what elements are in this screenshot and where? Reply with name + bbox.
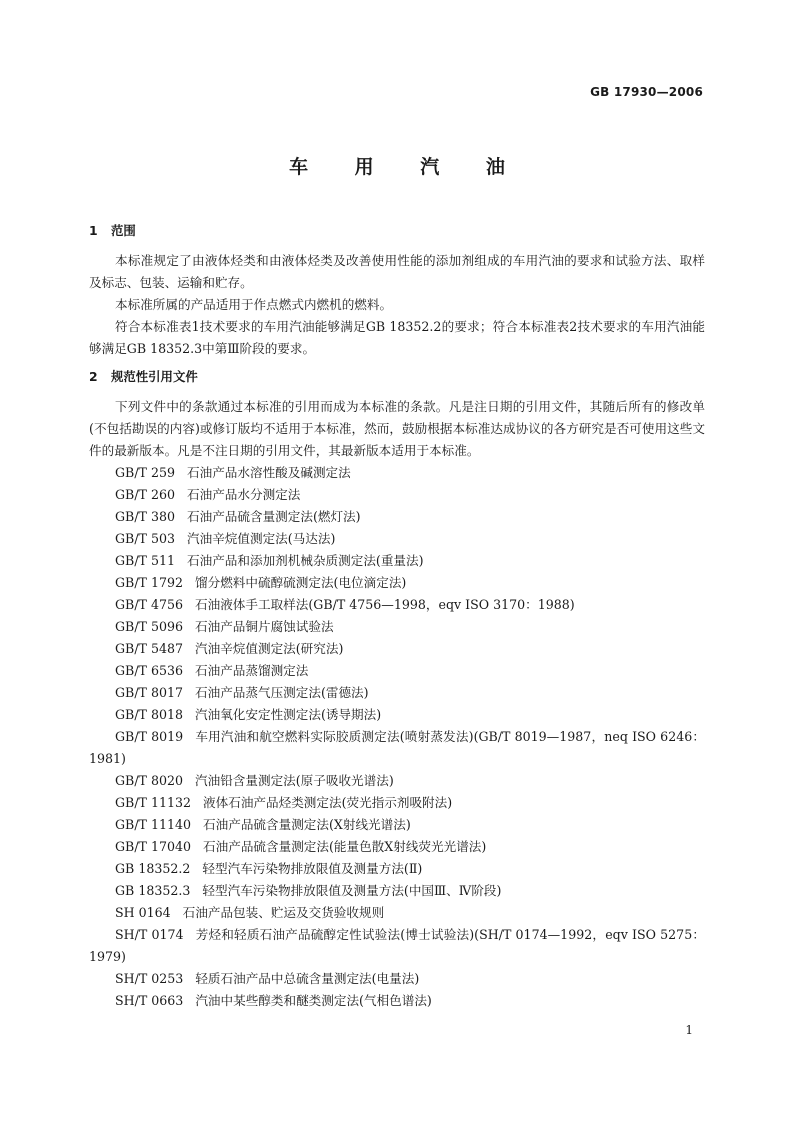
reference-title: 馏分燃料中硫醇硫测定法(电位滴定法) xyxy=(195,575,407,590)
reference-code: GB/T 259 xyxy=(115,465,175,480)
reference-item xyxy=(89,880,705,902)
reference-code: SH/T 0174 xyxy=(115,927,184,942)
reference-code: GB/T 8017 xyxy=(115,685,184,700)
reference-item xyxy=(89,484,705,506)
document-body xyxy=(89,222,705,1012)
reference-item xyxy=(89,638,705,660)
reference-item xyxy=(89,858,705,880)
reference-code: SH 0164 xyxy=(115,905,171,920)
reference-item xyxy=(89,990,705,1012)
section-number: 1 xyxy=(89,223,98,238)
reference-item xyxy=(89,616,705,638)
reference-title: 石油产品蒸气压测定法(雷德法) xyxy=(195,685,369,700)
reference-title: 轻型汽车污染物排放限值及测量方法(Ⅱ) xyxy=(202,861,423,876)
reference-item xyxy=(89,814,705,836)
reference-item xyxy=(89,792,705,814)
reference-item xyxy=(89,726,705,770)
reference-title: 石油产品和添加剂机械杂质测定法(重量法) xyxy=(187,553,424,568)
section-title: 范围 xyxy=(111,223,136,238)
reference-title: 车用汽油和航空燃料实际胶质测定法(喷射蒸发法)(GB/T 8019—1987，neq ISO 6246：1981) xyxy=(89,729,705,766)
reference-item xyxy=(89,572,705,594)
reference-title: 石油产品硫含量测定法(能量色散X射线荧光光谱法) xyxy=(203,839,487,854)
reference-code: SH/T 0663 xyxy=(115,993,184,1008)
reference-item xyxy=(89,836,705,858)
reference-item xyxy=(89,770,705,792)
reference-title: 汽油氧化安定性测定法(诱导期法) xyxy=(195,707,382,722)
reference-code: GB 18352.2 xyxy=(115,861,191,876)
reference-code: GB/T 503 xyxy=(115,531,175,546)
section-number: 2 xyxy=(89,369,98,384)
reference-item xyxy=(89,704,705,726)
reference-item xyxy=(89,528,705,550)
paragraph: 本标准规定了由液体烃类和由液体烃类及改善使用性能的添加剂组成的车用汽油的要求和试验方法、取样及标志、包装、运输和贮存。 xyxy=(89,253,705,290)
reference-code: GB/T 8018 xyxy=(115,707,184,722)
reference-code: GB/T 8019 xyxy=(115,729,184,744)
reference-title: 轻型汽车污染物排放限值及测量方法(中国Ⅲ、Ⅳ阶段) xyxy=(202,883,502,898)
reference-title: 石油产品硫含量测定法(燃灯法) xyxy=(187,509,361,524)
reference-title: 石油产品硫含量测定法(X射线光谱法) xyxy=(203,817,411,832)
reference-code: GB/T 511 xyxy=(115,553,175,568)
reference-title: 石油产品铜片腐蚀试验法 xyxy=(195,619,334,634)
section-heading-normative xyxy=(89,368,705,386)
reference-item xyxy=(89,594,705,616)
document-title: 车 用 汽 油 xyxy=(289,156,525,178)
reference-title: 汽油辛烷值测定法(马达法) xyxy=(187,531,336,546)
reference-code: GB 18352.3 xyxy=(115,883,191,898)
page-number: 1 xyxy=(685,1023,693,1037)
reference-code: GB/T 1792 xyxy=(115,575,184,590)
reference-code: GB/T 5096 xyxy=(115,619,184,634)
reference-code: GB/T 11132 xyxy=(115,795,192,810)
reference-item xyxy=(89,682,705,704)
reference-title: 石油产品包装、贮运及交货验收规则 xyxy=(182,905,385,920)
paragraph: 下列文件中的条款通过本标准的引用而成为本标准的条款。凡是注日期的引用文件，其随后所有的修改单(不包括勘误的内容)或修订版均不适用于本标准，然而，鼓励根据本标准达成协议的各方研究是否可使用这些文件的最新版本。凡是不注日期的引用文件，其最新版本适用于本标准。 xyxy=(89,399,705,458)
paragraph: 符合本标准表1技术要求的车用汽油能够满足GB 18352.2的要求；符合本标准表2技术要求的车用汽油能够满足GB 18352.3中第Ⅲ阶段的要求。 xyxy=(89,319,705,356)
reference-title: 汽油辛烷值测定法(研究法) xyxy=(195,641,344,656)
reference-code: SH/T 0253 xyxy=(115,971,184,986)
reference-code: GB/T 5487 xyxy=(115,641,184,656)
reference-title: 石油产品水分测定法 xyxy=(187,487,301,502)
reference-item xyxy=(89,550,705,572)
reference-title: 液体石油产品烃类测定法(荧光指示剂吸附法) xyxy=(203,795,453,810)
reference-title: 轻质石油产品中总硫含量测定法(电量法) xyxy=(195,971,420,986)
reference-title: 芳烃和轻质石油产品硫醇定性试验法(博士试验法)(SH/T 0174—1992，eqv ISO 5275：1979) xyxy=(89,927,705,964)
reference-code: GB/T 6536 xyxy=(115,663,184,678)
reference-item xyxy=(89,924,705,968)
reference-code: GB/T 8020 xyxy=(115,773,184,788)
reference-code: GB/T 4756 xyxy=(115,597,184,612)
reference-title: 石油液体手工取样法(GB/T 4756—1998，eqv ISO 3170：1988) xyxy=(195,597,575,612)
reference-title: 汽油中某些醇类和醚类测定法(气相色谱法) xyxy=(195,993,432,1008)
reference-title: 石油产品蒸馏测定法 xyxy=(195,663,309,678)
reference-item xyxy=(89,902,705,924)
reference-item xyxy=(89,968,705,990)
reference-code: GB/T 17040 xyxy=(115,839,192,854)
reference-list xyxy=(89,462,705,1012)
reference-item xyxy=(89,660,705,682)
reference-code: GB/T 260 xyxy=(115,487,175,502)
reference-item xyxy=(89,506,705,528)
reference-title: 石油产品水溶性酸及碱测定法 xyxy=(187,465,351,480)
reference-code: GB/T 11140 xyxy=(115,817,192,832)
reference-code: GB/T 380 xyxy=(115,509,175,524)
section-title: 规范性引用文件 xyxy=(111,369,198,384)
paragraph: 本标准所属的产品适用于作点燃式内燃机的燃料。 xyxy=(115,297,393,312)
reference-title: 汽油铅含量测定法(原子吸收光谱法) xyxy=(195,773,394,788)
reference-item xyxy=(89,462,705,484)
standard-number: GB 17930—2006 xyxy=(590,85,703,99)
section-heading-scope xyxy=(89,222,705,240)
